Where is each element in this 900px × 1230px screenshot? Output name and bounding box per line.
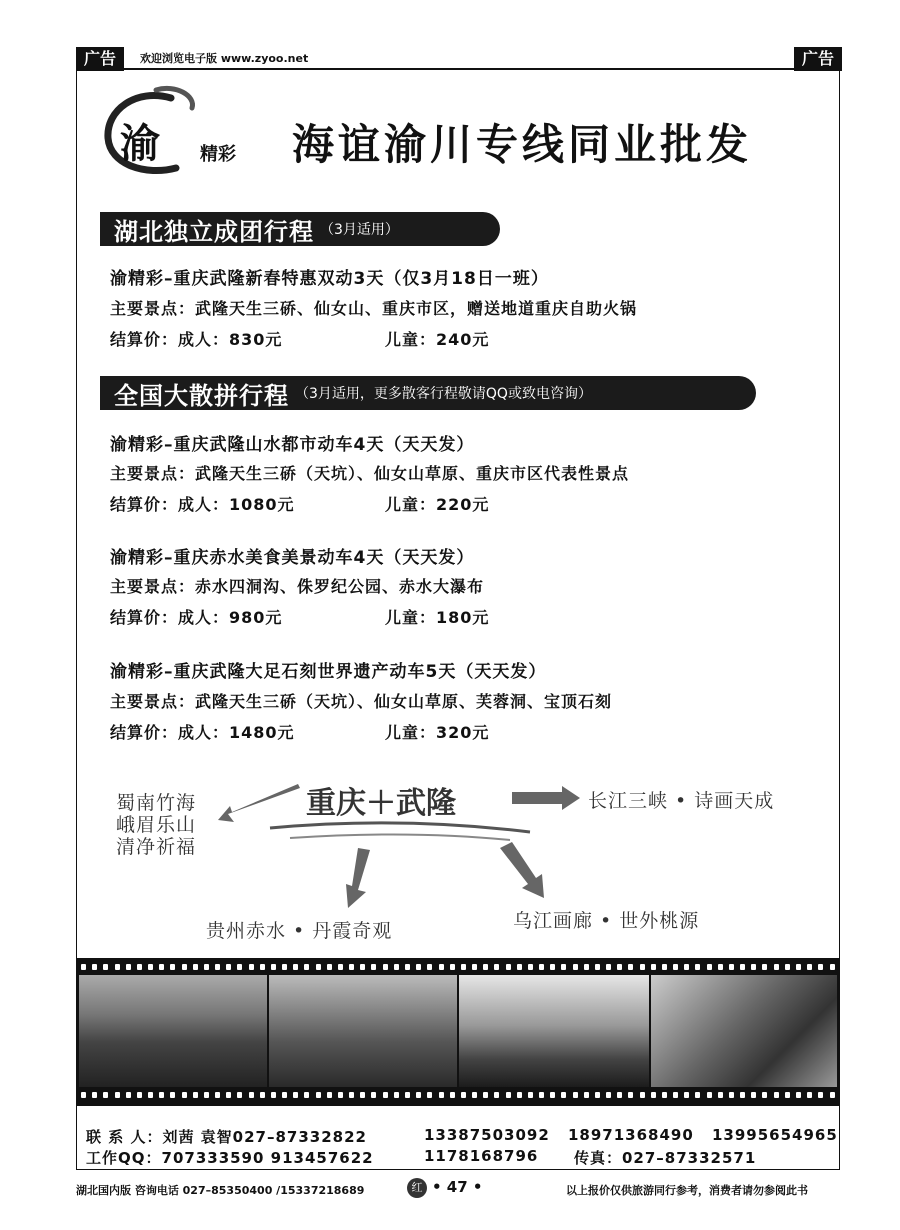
film-hole [584, 1092, 589, 1098]
film-hole [707, 1092, 712, 1098]
tour-price-adult: 结算价：成人：1480元 [110, 723, 295, 742]
film-hole [483, 964, 488, 970]
film-hole [640, 964, 645, 970]
photo-river-valley [651, 975, 837, 1087]
film-hole [617, 964, 622, 970]
film-hole [595, 964, 600, 970]
film-hole [684, 964, 689, 970]
film-hole [774, 1092, 779, 1098]
section-heading-hubei [100, 212, 500, 246]
tour-price-child: 儿童：180元 [385, 608, 490, 627]
route-bottom-right: 乌江画廊 • 世外桃源 [513, 910, 700, 932]
photo-filmstrip [77, 958, 839, 1104]
film-hole [762, 964, 767, 970]
film-hole [81, 964, 86, 970]
film-hole [260, 1092, 265, 1098]
film-hole [226, 964, 231, 970]
film-hole [360, 1092, 365, 1098]
film-hole [148, 964, 153, 970]
film-hole [182, 1092, 187, 1098]
website-note: 欢迎浏览电子版 www.zyoo.net [140, 52, 309, 65]
film-hole [830, 964, 835, 970]
film-hole [416, 964, 421, 970]
film-hole [684, 1092, 689, 1098]
film-hole [316, 1092, 321, 1098]
contact-fax: 传真：027–87332571 [574, 1149, 757, 1167]
film-hole [695, 1092, 700, 1098]
film-hole [416, 1092, 421, 1098]
film-hole [126, 964, 131, 970]
film-hole [494, 1092, 499, 1098]
film-hole [461, 1092, 466, 1098]
film-hole [159, 1092, 164, 1098]
route-bottom-left: 贵州赤水 • 丹霞奇观 [206, 920, 393, 942]
film-hole [92, 1092, 97, 1098]
tour-title: 渝精彩–重庆武隆新春特惠双动3天（仅3月18日一班） [110, 269, 549, 289]
film-hole [450, 964, 455, 970]
film-hole [81, 1092, 86, 1098]
tour-price-child: 儿童：240元 [385, 330, 490, 349]
film-hole [695, 964, 700, 970]
section-title: 全国大散拼行程 [114, 381, 289, 410]
film-hole [271, 964, 276, 970]
film-hole [170, 1092, 175, 1098]
film-hole [550, 964, 555, 970]
film-hole [439, 1092, 444, 1098]
film-hole [304, 1092, 309, 1098]
film-hole [651, 964, 656, 970]
route-left-line: 蜀南竹海 [116, 792, 197, 814]
film-hole [561, 1092, 566, 1098]
film-hole [293, 1092, 298, 1098]
tour-spots: 主要景点：武隆天生三硚、仙女山、重庆市区，赠送地道重庆自助火锅 [110, 299, 638, 318]
film-hole [249, 964, 254, 970]
film-hole [282, 1092, 287, 1098]
contact-person: 联 系 人：刘茜 袁智027–87332822 [86, 1128, 367, 1146]
film-hole [193, 1092, 198, 1098]
film-hole [740, 1092, 745, 1098]
film-hole [751, 1092, 756, 1098]
tour-price-adult: 结算价：成人：1080元 [110, 495, 295, 514]
film-hole [148, 1092, 153, 1098]
film-hole [640, 1092, 645, 1098]
film-hole [528, 964, 533, 970]
film-hole [427, 1092, 432, 1098]
film-hole [405, 964, 410, 970]
film-hole [617, 1092, 622, 1098]
film-hole [472, 964, 477, 970]
contact-qq: 工作QQ：707333590 913457622 [86, 1149, 374, 1167]
film-hole [628, 1092, 633, 1098]
film-hole [595, 1092, 600, 1098]
contact-qq-extra: 1178168796 [424, 1147, 539, 1165]
film-hole [137, 964, 142, 970]
film-hole [796, 964, 801, 970]
film-hole [249, 1092, 254, 1098]
tour-title: 渝精彩–重庆武隆大足石刻世界遗产动车5天（天天发） [110, 662, 547, 682]
tour-title: 渝精彩–重庆赤水美食美景动车4天（天天发） [110, 548, 475, 568]
film-hole [427, 964, 432, 970]
film-hole [539, 1092, 544, 1098]
route-left-line: 清净祈福 [116, 836, 197, 858]
film-hole [383, 964, 388, 970]
film-hole [193, 964, 198, 970]
film-hole [584, 964, 589, 970]
film-hole [282, 964, 287, 970]
ad-tag-right: 广告 [794, 47, 842, 71]
contact-phone: 18971368490 [568, 1126, 694, 1144]
film-hole [830, 1092, 835, 1098]
film-hole [126, 1092, 131, 1098]
film-hole [550, 1092, 555, 1098]
film-hole [159, 964, 164, 970]
film-hole [762, 1092, 767, 1098]
film-hole [707, 964, 712, 970]
film-hole [785, 1092, 790, 1098]
section-note: （3月适用） [320, 222, 399, 238]
film-hole [349, 1092, 354, 1098]
film-hole [103, 964, 108, 970]
tour-spots: 主要景点：武隆天生三硚（天坑）、仙女山草原、重庆市区代表性景点 [110, 464, 630, 483]
route-left [116, 792, 226, 858]
photo-waterfall [269, 975, 457, 1087]
film-hole [561, 964, 566, 970]
film-hole [360, 964, 365, 970]
photo-gorge [79, 975, 267, 1087]
section-title: 湖北独立成团行程 [114, 217, 314, 246]
film-hole [394, 1092, 399, 1098]
contact-phone: 13995654965 [712, 1126, 838, 1144]
footer-badge-icon: 红 [407, 1178, 427, 1198]
film-hole [528, 1092, 533, 1098]
film-hole [662, 964, 667, 970]
film-hole [271, 1092, 276, 1098]
logo-sub: 精彩 [200, 144, 236, 165]
logo-char: 渝 [120, 120, 160, 167]
page-title: 海谊渝川专线同业批发 [292, 120, 753, 169]
tour-price-child: 儿童：320元 [385, 723, 490, 742]
film-hole [573, 964, 578, 970]
film-hole [293, 964, 298, 970]
film-hole [785, 964, 790, 970]
film-hole [506, 1092, 511, 1098]
film-hole [718, 1092, 723, 1098]
film-hole [807, 1092, 812, 1098]
film-hole [651, 1092, 656, 1098]
film-hole [115, 1092, 120, 1098]
film-hole [115, 964, 120, 970]
tour-price-child: 儿童：220元 [385, 495, 490, 514]
film-hole [606, 1092, 611, 1098]
tour-price-adult: 结算价：成人：830元 [110, 330, 283, 349]
film-hole [371, 1092, 376, 1098]
film-hole [383, 1092, 388, 1098]
film-hole [260, 964, 265, 970]
film-hole [170, 964, 175, 970]
film-hole [472, 1092, 477, 1098]
film-hole [237, 964, 242, 970]
footer-right: 以上报价仅供旅游同行参考，消费者请勿参阅此书 [566, 1184, 808, 1197]
film-hole [204, 1092, 209, 1098]
route-left-line: 峨眉乐山 [116, 814, 197, 836]
section-note: （3月适用，更多散客行程敬请QQ或致电咨询） [295, 386, 592, 402]
film-hole [662, 1092, 667, 1098]
film-hole [740, 964, 745, 970]
film-hole [494, 964, 499, 970]
film-hole [673, 964, 678, 970]
film-hole [606, 964, 611, 970]
film-hole [327, 1092, 332, 1098]
tour-price-adult: 结算价：成人：980元 [110, 608, 283, 627]
film-hole [461, 964, 466, 970]
film-hole [327, 964, 332, 970]
film-hole [204, 964, 209, 970]
film-hole [718, 964, 723, 970]
film-hole [506, 964, 511, 970]
film-hole [517, 964, 522, 970]
film-hole [182, 964, 187, 970]
film-hole [673, 1092, 678, 1098]
film-hole [796, 1092, 801, 1098]
film-hole [483, 1092, 488, 1098]
film-hole [517, 1092, 522, 1098]
film-hole [237, 1092, 242, 1098]
film-hole [628, 964, 633, 970]
film-hole [137, 1092, 142, 1098]
route-center: 重庆＋武隆 [306, 786, 456, 821]
photo-misty-hills [459, 975, 649, 1087]
film-hole [338, 964, 343, 970]
film-hole [103, 1092, 108, 1098]
route-right: 长江三峡 • 诗画天成 [588, 790, 775, 812]
tour-spots: 主要景点：武隆天生三硚（天坑）、仙女山草原、芙蓉洞、宝顶石刻 [110, 692, 613, 711]
film-hole [92, 964, 97, 970]
film-hole [304, 964, 309, 970]
film-hole [539, 964, 544, 970]
film-hole [439, 964, 444, 970]
film-hole [751, 964, 756, 970]
section-heading-national [100, 376, 756, 410]
tour-spots: 主要景点：赤水四洞沟、侏罗纪公园、赤水大瀑布 [110, 577, 485, 596]
film-hole [818, 1092, 823, 1098]
film-hole [807, 964, 812, 970]
film-hole [226, 1092, 231, 1098]
film-hole [774, 964, 779, 970]
film-hole [405, 1092, 410, 1098]
film-hole [338, 1092, 343, 1098]
film-hole [729, 1092, 734, 1098]
footer-left: 湖北国内版 咨询电话 027–85350400 /15337218689 [76, 1184, 365, 1197]
film-hole [215, 964, 220, 970]
film-hole [573, 1092, 578, 1098]
tour-title: 渝精彩–重庆武隆山水都市动车4天（天天发） [110, 435, 475, 455]
film-hole [729, 964, 734, 970]
ad-tag-left: 广告 [76, 47, 124, 71]
film-hole [349, 964, 354, 970]
film-hole [394, 964, 399, 970]
contact-rule [77, 1104, 839, 1106]
film-hole [371, 964, 376, 970]
film-hole [450, 1092, 455, 1098]
film-hole [818, 964, 823, 970]
film-hole [215, 1092, 220, 1098]
contact-phone: 13387503092 [424, 1126, 550, 1144]
page-number: • 47 • [432, 1178, 483, 1196]
film-hole [316, 964, 321, 970]
